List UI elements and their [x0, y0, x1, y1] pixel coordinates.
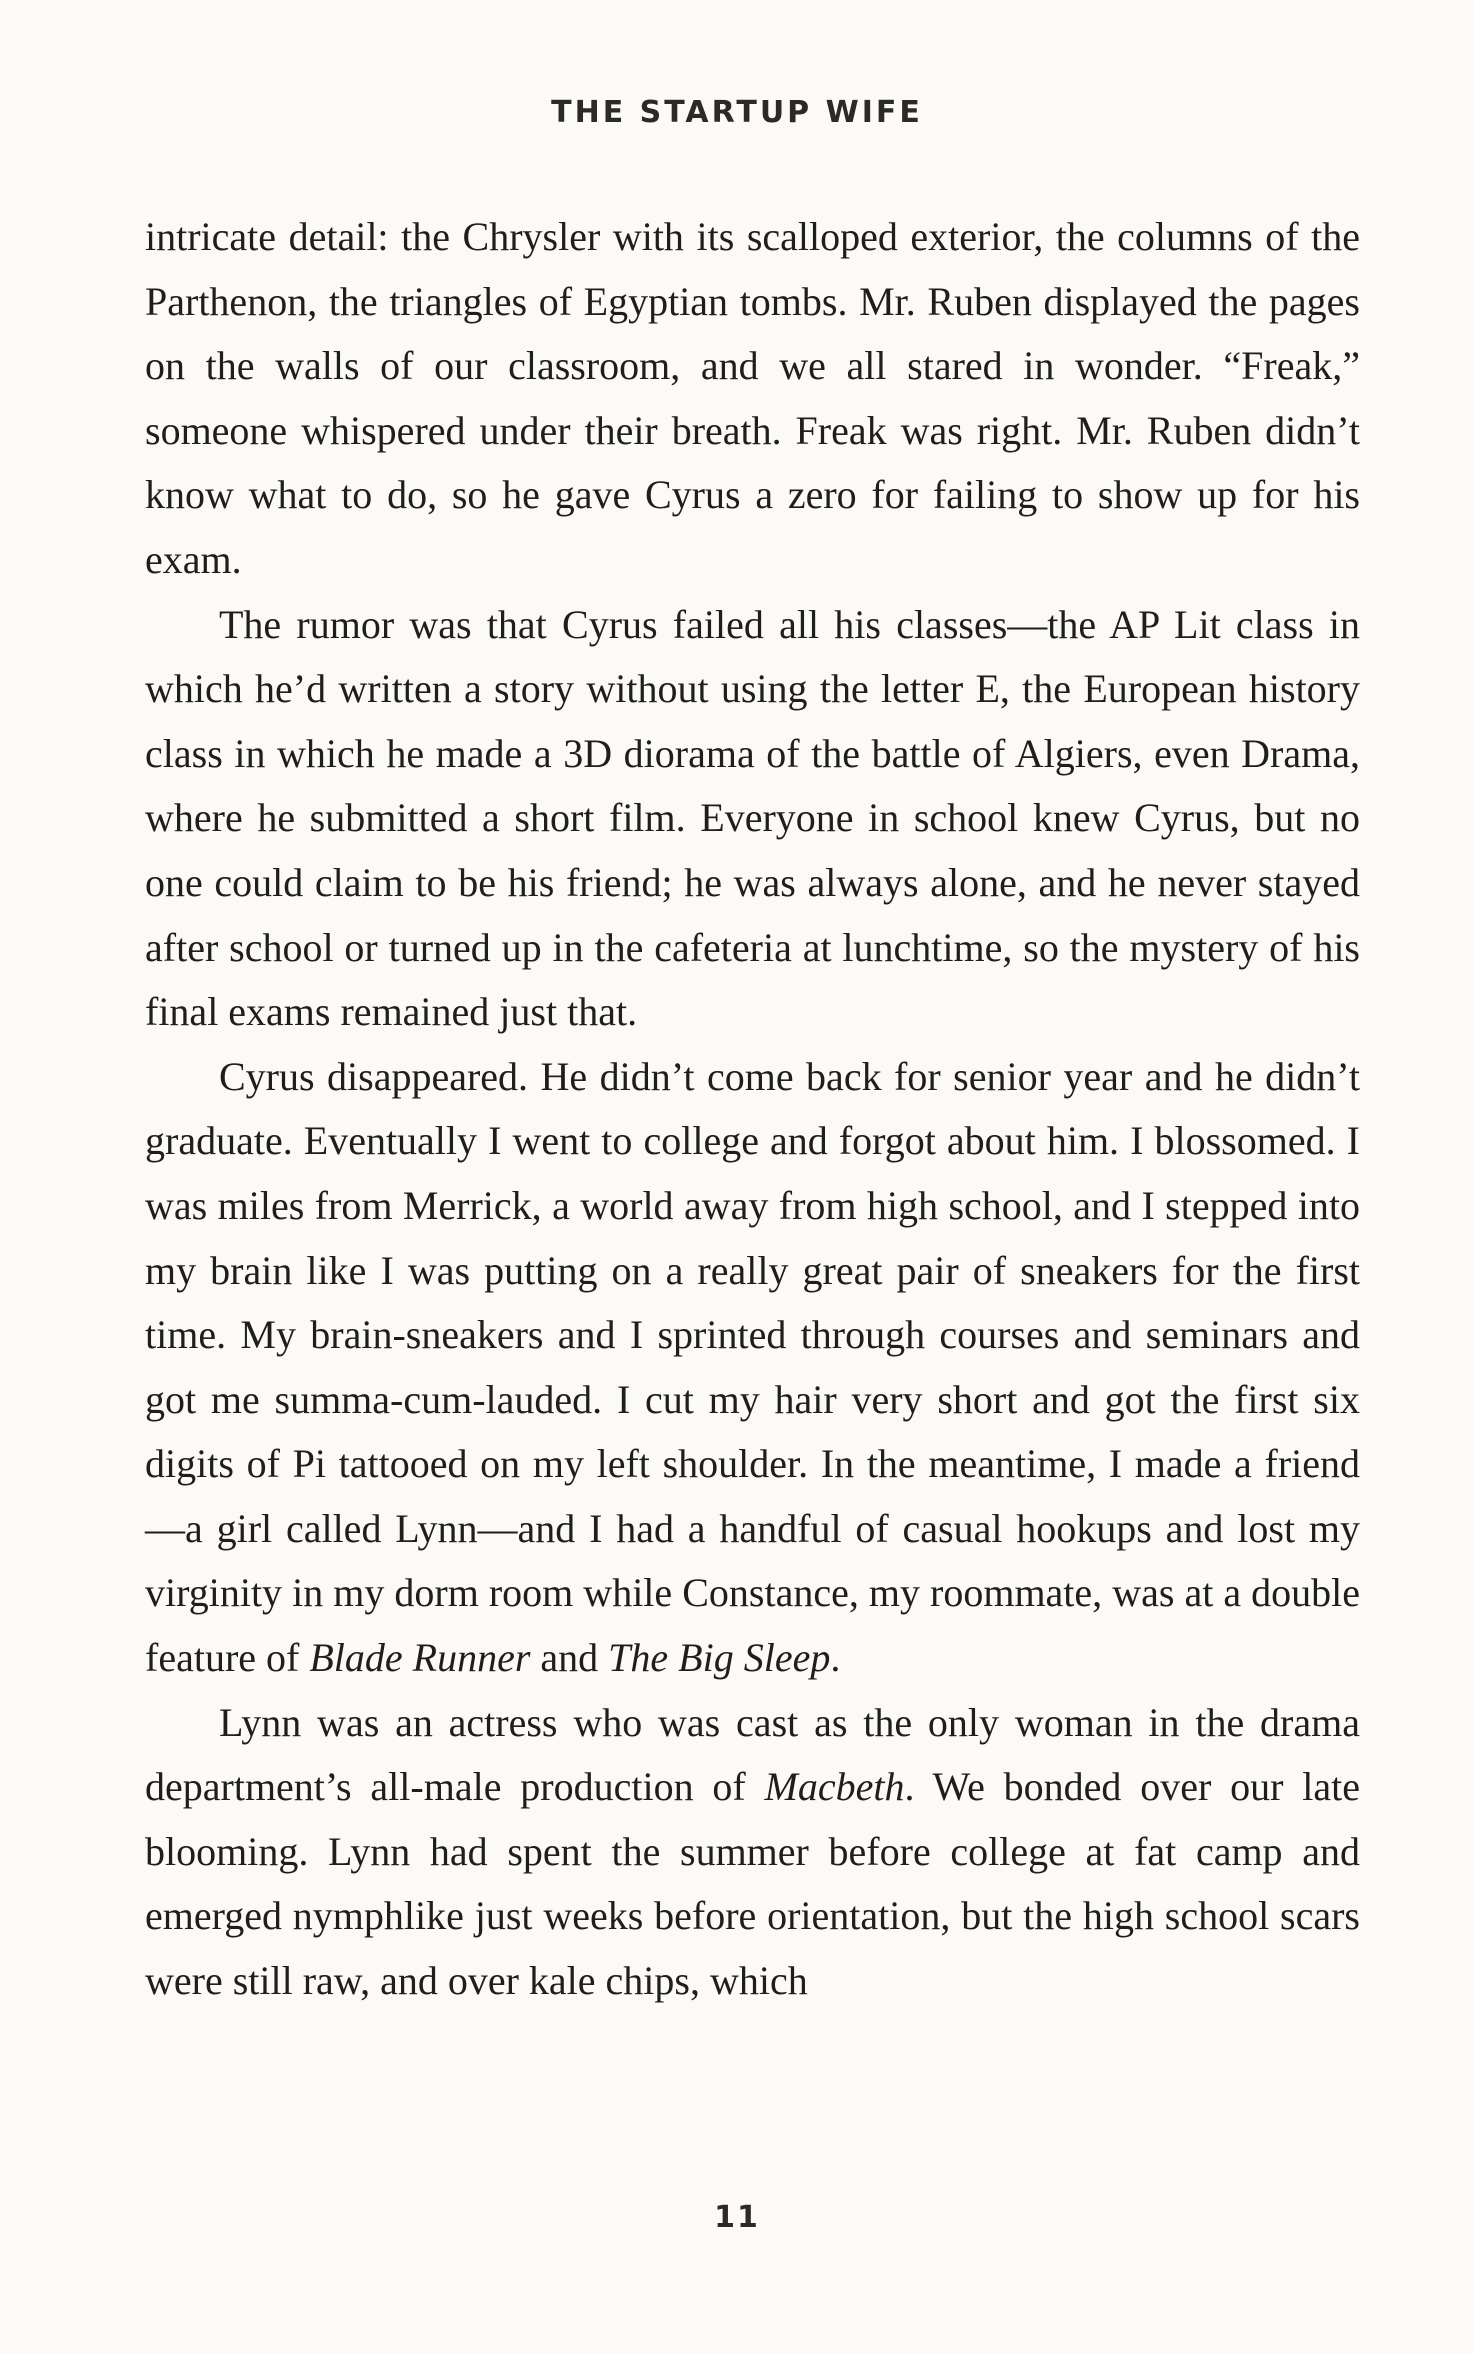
book-title-italic: Blade Runner [309, 1635, 531, 1681]
play-title-italic: Macbeth [764, 1764, 905, 1810]
page-number: 11 [714, 2200, 760, 2235]
book-title-italic: The Big Sleep [608, 1635, 831, 1681]
text-segment: Lynn was an actress who was cast as the only woman in the drama department’s all-male production of [145, 1699, 1360, 1810]
text-segment: and [530, 1635, 609, 1681]
text-segment: intricate detail: the Chrysler with its scalloped exterior, the columns of the Parthenon, the triangles of Egyptian tombs. Mr. Ruben displayed the pages on the walls of our classroom, and we all stared in wonder. “Freak,” someone whispered under their breath. Freak was right. Mr. Ruben didn’t know what to do, so he gave Cyrus a zero for failing to show up for his exam. [145, 214, 1360, 582]
body-text [145, 205, 1360, 2014]
text-segment: Cyrus disappeared. He didn’t come back for senior year and he didn’t graduate. Eventually I went to college and forgot about him. I blossomed. I was miles from Merrick, a world away from high school, and I stepped into my brain like I was putting on a really great pair of sneakers for the first time. My brain-sneakers and I sprinted through courses and seminars and got me summa-cum-lauded. I cut my hair very short and got the first six digits of Pi tattooed on my left shoulder. In the meantime, I made a friend—a girl called Lynn—and I had a handful of casual hookups and lost my virginity in my dorm room while Constance, my roommate, was at a double feature of [145, 1053, 1360, 1681]
text-segment: . [830, 1635, 841, 1681]
paragraph [145, 205, 1360, 593]
text-segment: The rumor was that Cyrus failed all his classes—the AP Lit class in which he’d written a story without using the letter E, the European history class in which he made a 3D diorama of the battle of Algiers, even Drama, where he submitted a short film. Everyone in school knew Cyrus, but no one could claim to be his friend; he was always alone, and he never stayed after school or turned up in the cafeteria at lunchtime, so the mystery of his final exams remained just that. [145, 601, 1360, 1035]
paragraph [145, 593, 1360, 1045]
text-segment: . We bonded over our late blooming. Lynn had spent the summer before college at fat camp and emerged nymphlike just weeks before orientation, but the high school scars were still raw, and over kale chips, which [145, 1764, 1360, 2004]
paragraph [145, 1691, 1360, 2014]
paragraph [145, 1045, 1360, 1691]
running-head: THE STARTUP WIFE [551, 95, 923, 130]
